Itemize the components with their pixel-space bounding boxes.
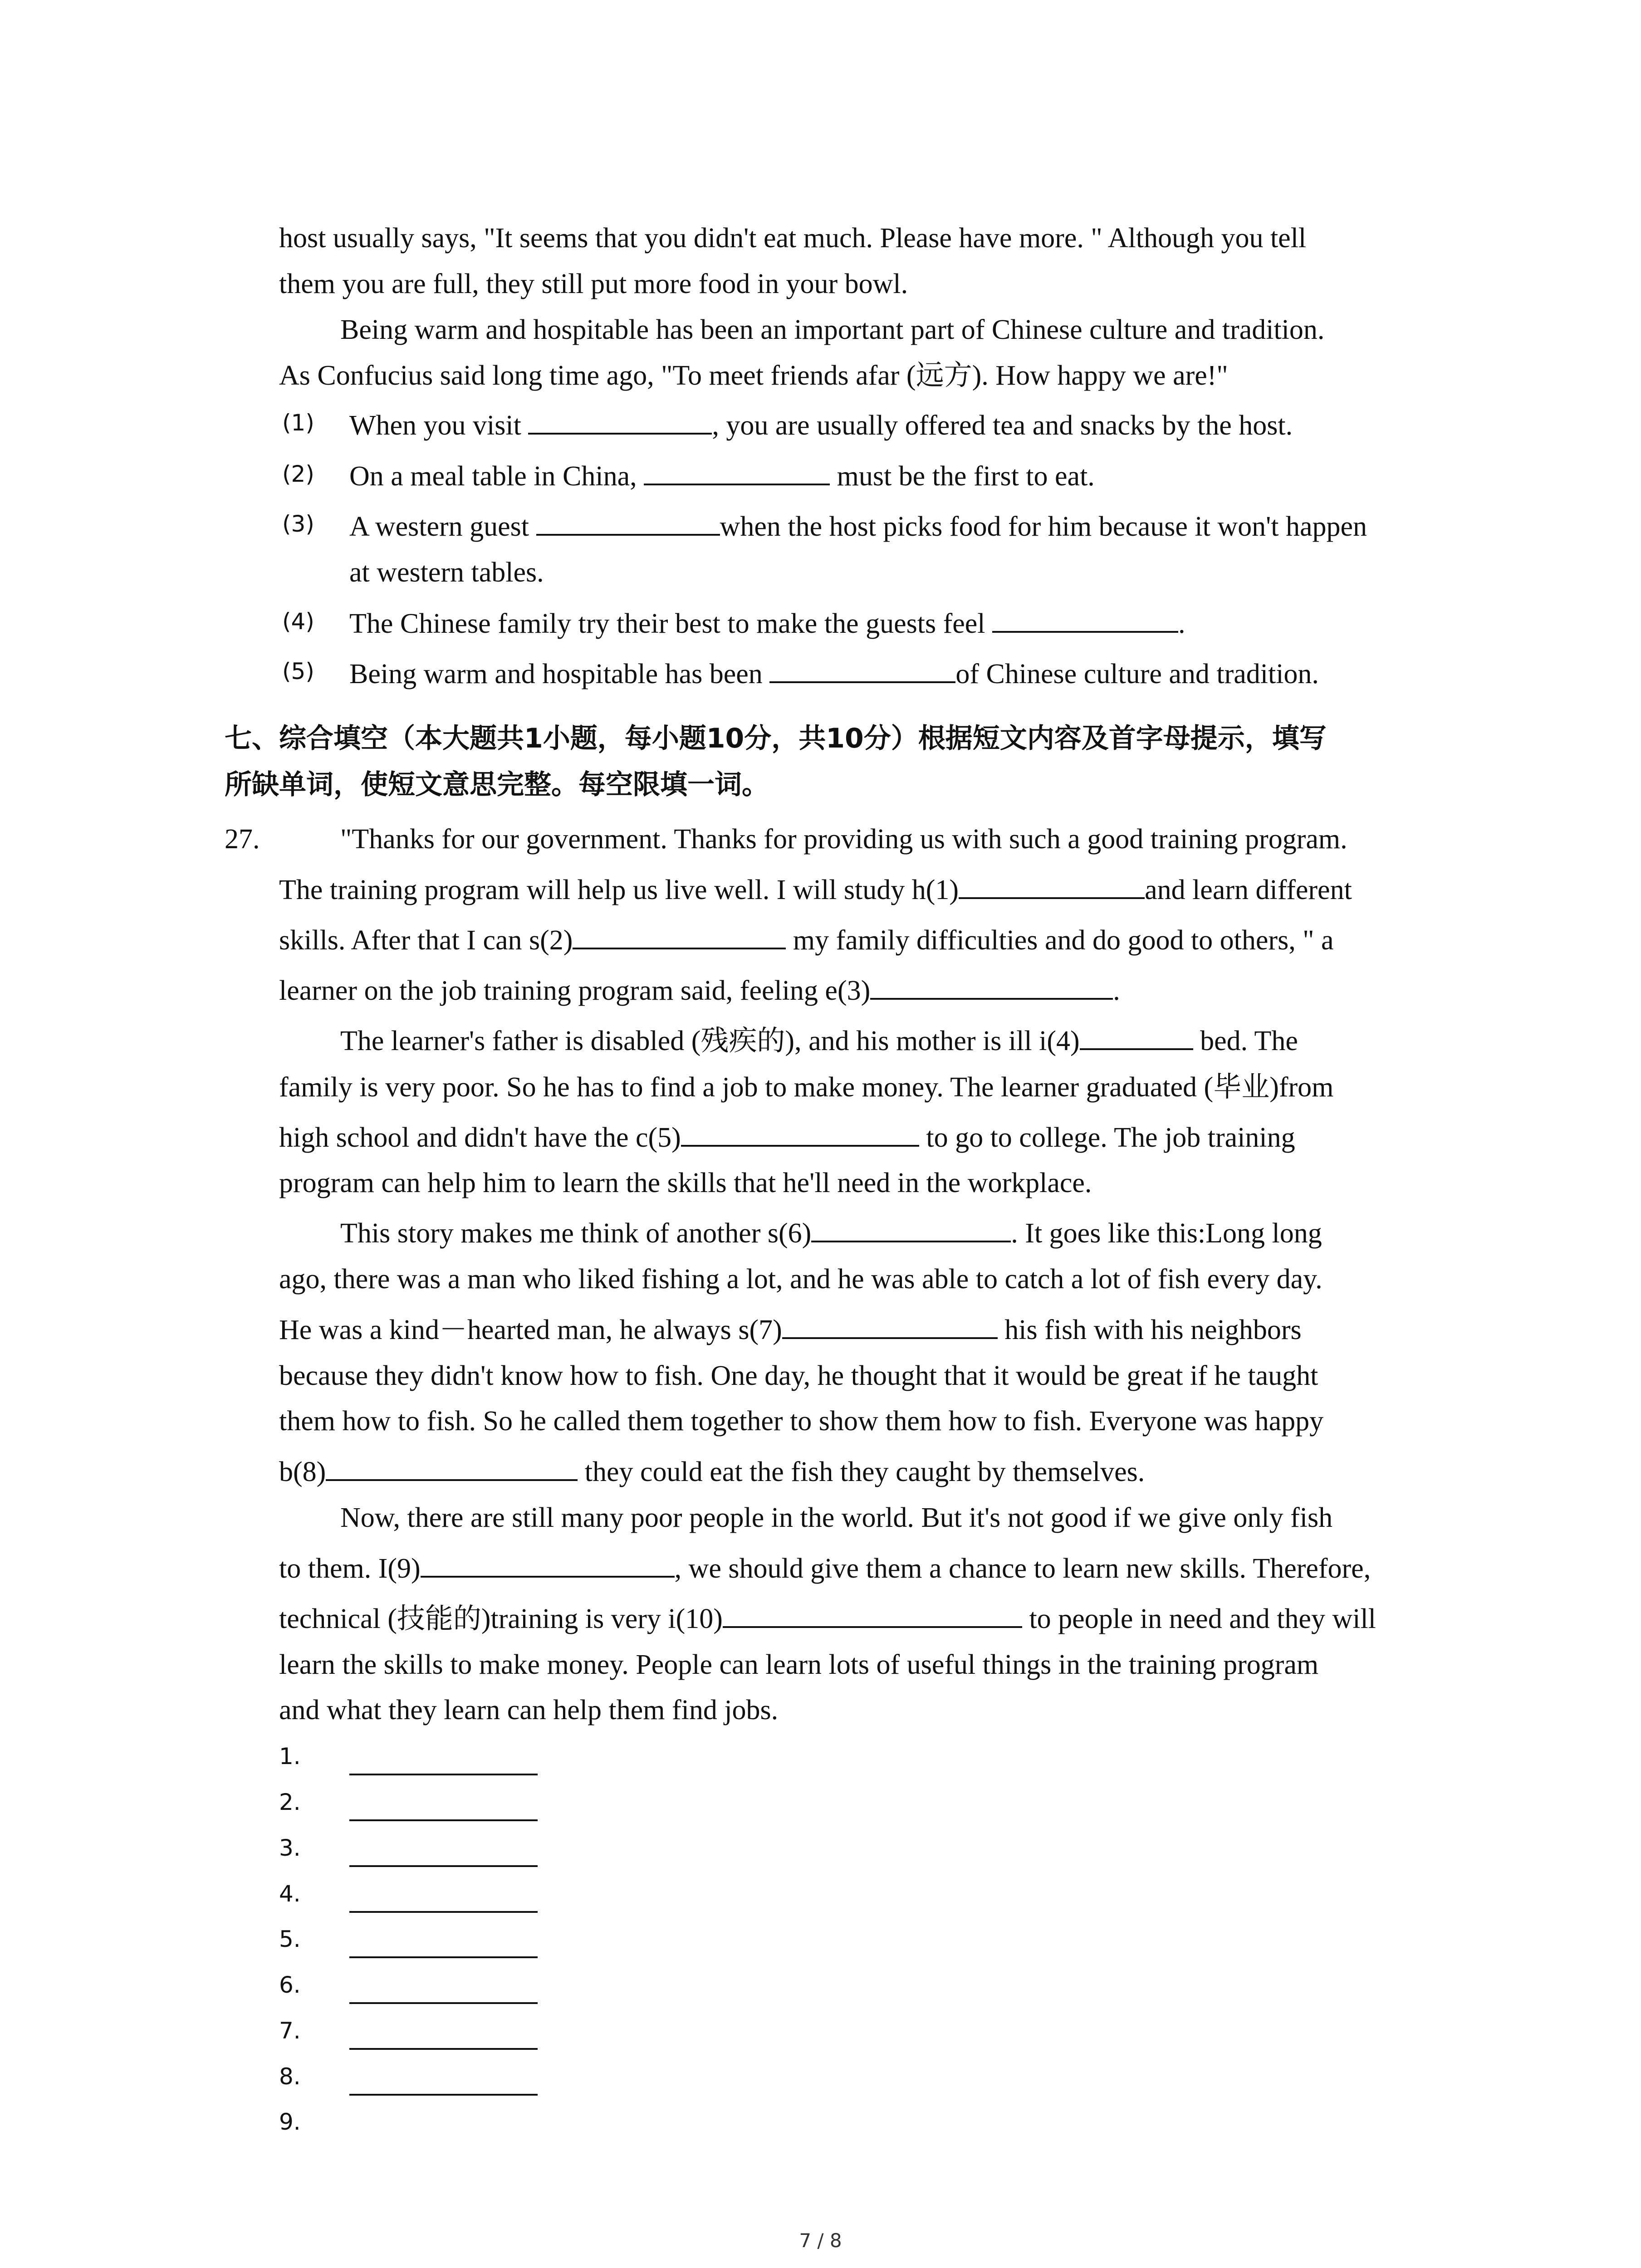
passage-line: learn the skills to make money. People can learn lots of useful things in the training program [279,1649,1319,1680]
blank-10[interactable] [723,1603,1022,1628]
passage-line: The learner's father is disabled (残疾的), and his mother is ill i(4) bed. The [340,1026,1298,1056]
question-number-27: 27. [225,824,260,855]
passage-line: Now, there are still many poor people in the world. But it's not good if we give only fish [340,1502,1333,1533]
passage-line: Being warm and hospitable has been an important part of Chinese culture and tradition. [340,314,1325,345]
passage-line: program can help him to learn the skills that he'll need in the workplace. [279,1168,1092,1198]
question-number: (4) [282,608,314,635]
passage-line: family is very poor. So he has to find a job to make money. The learner graduated (毕业)from [279,1072,1334,1103]
blank-5[interactable] [681,1121,919,1147]
question-1: When you visit , you are usually offered tea and snacks by the host. [349,410,1293,441]
question-2: On a meal table in China, must be the first to eat. [349,461,1095,492]
blank-3[interactable] [870,974,1113,1000]
question-number: (2) [282,461,314,487]
blank-6[interactable] [811,1217,1011,1242]
question-number: (5) [282,658,314,684]
answer-line-1[interactable] [349,1774,538,1775]
passage-line: "Thanks for our government. Thanks for providing us with such a good training program. [340,824,1347,855]
answer-blank[interactable] [536,510,720,536]
question-number: (3) [282,511,314,537]
passage-line: As Confucius said long time ago, "To meet friends afar (远方). How happy we are!" [279,360,1228,391]
question-4: The Chinese family try their best to make the guests feel . [349,608,1185,639]
question-3-cont: at western tables. [349,557,544,588]
question-5: Being warm and hospitable has been of Chinese culture and tradition. [349,659,1319,689]
blank-1[interactable] [959,874,1145,899]
section-heading: 所缺单词，使短文意思完整。每空限填一词。 [225,769,769,801]
section-heading: 七、综合填空（本大题共1小题，每小题10分，共10分）根据短文内容及首字母提示，填写 [225,723,1327,754]
blank-7[interactable] [782,1314,998,1339]
answer-line-5[interactable] [349,1956,538,1958]
answer-number: 9. [279,2109,301,2135]
passage-line: because they didn't know how to fish. One day, he thought that it would be great if he taught [279,1360,1318,1391]
answer-blank[interactable] [528,409,712,435]
passage-line: learner on the job training program said, feeling e(3) . [279,975,1120,1006]
passage-line: them you are full, they still put more food in your bowl. [279,269,908,299]
answer-number: 4. [279,1881,301,1907]
passage-line: them how to fish. So he called them together to show them how to fish. Everyone was happy [279,1406,1324,1437]
blank-8[interactable] [326,1456,578,1481]
passage-line: He was a kind－hearted man, he always s(7) his fish with his neighbors [279,1315,1302,1345]
passage-line: host usually says, "It seems that you didn't eat much. Please have more. " Although you tell [279,223,1307,254]
passage-line: The training program will help us live well. I will study h(1) and learn different [279,875,1352,905]
answer-line-3[interactable] [349,1865,538,1867]
passage-line: and what they learn can help them find jobs. [279,1695,779,1725]
page-number: 7 / 8 [799,2229,842,2252]
question-3: A western guest when the host picks food for him because it won't happen [349,511,1367,542]
answer-number: 2. [279,1789,301,1815]
answer-number: 1. [279,1743,301,1769]
answer-line-7[interactable] [349,2048,538,2050]
blank-4[interactable] [1080,1025,1193,1050]
passage-line: high school and didn't have the c(5) to go to college. The job training [279,1122,1295,1153]
passage-line: to them. I(9) , we should give them a chance to learn new skills. Therefore, [279,1553,1371,1584]
answer-line-6[interactable] [349,2002,538,2004]
answer-number: 8. [279,2063,301,2090]
blank-9[interactable] [421,1552,675,1578]
answer-line-4[interactable] [349,1911,538,1913]
blank-2[interactable] [573,924,786,949]
answer-blank[interactable] [992,607,1178,633]
answer-blank[interactable] [644,460,830,485]
question-number: (1) [282,410,314,436]
passage-line: ago, there was a man who liked fishing a lot, and he was able to catch a lot of fish every day. [279,1264,1323,1295]
answer-line-8[interactable] [349,2094,538,2096]
answer-number: 7. [279,2018,301,2044]
answer-number: 6. [279,1972,301,1998]
answer-number: 5. [279,1926,301,1952]
answer-line-2[interactable] [349,1819,538,1821]
passage-line: This story makes me think of another s(6) . It goes like this:Long long [340,1218,1322,1249]
answer-number: 3. [279,1835,301,1861]
passage-line: b(8) they could eat the fish they caught by themselves. [279,1457,1145,1487]
passage-line: technical (技能的)training is very i(10) to people in need and they will [279,1603,1376,1634]
passage-line: skills. After that I can s(2) my family difficulties and do good to others, " a [279,925,1334,956]
answer-blank[interactable] [769,658,955,683]
